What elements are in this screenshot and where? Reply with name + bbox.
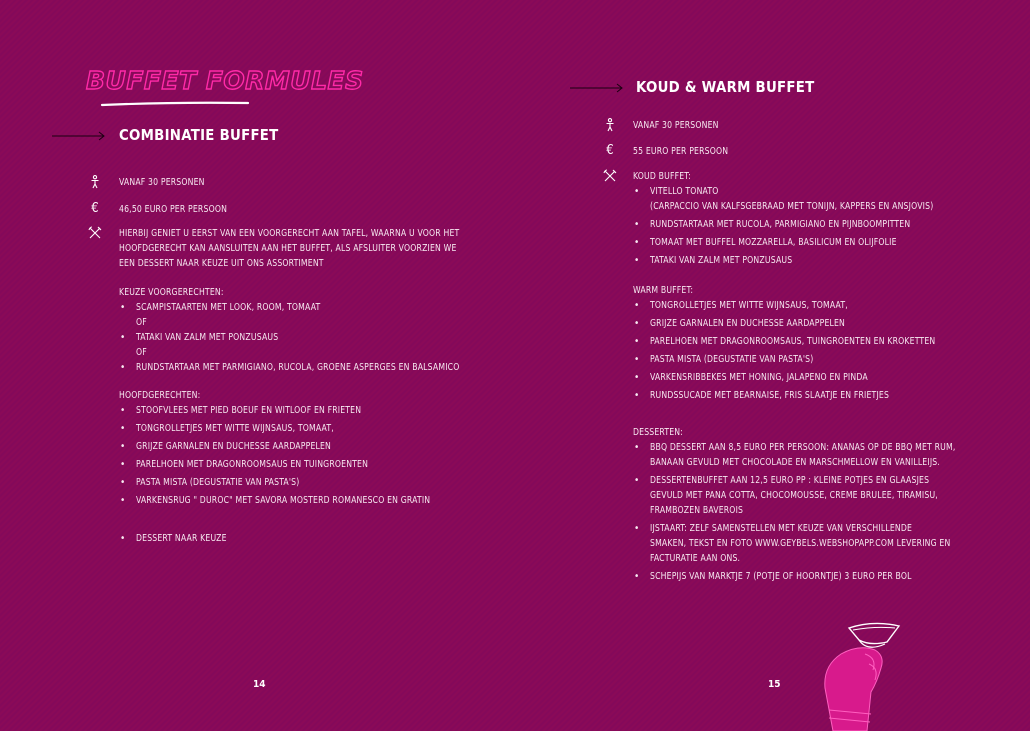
warm-buffet-list	[633, 298, 982, 403]
cold-buffet-label: KOUD BUFFET:	[633, 171, 691, 182]
persons-text: VANAF 30 PERSONEN	[119, 177, 205, 188]
list-item: • PASTA MISTA (DEGUSTATIE VAN PASTA'S)	[634, 354, 814, 365]
person-icon	[88, 175, 102, 189]
title-underline	[100, 100, 250, 108]
list-item: • SCHEPIJS VAN MARKTJE 7 (POTJE OF HOORNTJE) 3 EURO PER BOL	[634, 571, 912, 582]
persons-row	[603, 118, 733, 133]
arrow-icon	[52, 131, 106, 141]
cold-buffet-list	[633, 184, 980, 268]
cold-buffet-block	[633, 169, 980, 268]
list-item: • VARKENSRUG " DUROC" MET SAVORA MOSTERD ROMANESCO EN GRATIN	[120, 495, 431, 506]
mains-block	[119, 388, 478, 508]
right-page	[515, 0, 1030, 731]
persons-text: VANAF 30 PERSONEN	[633, 120, 719, 131]
list-item: • PARELHOEN MET DRAGONROOMSAUS EN TUINGROENTEN	[120, 459, 369, 470]
starters-label: KEUZE VOORGERECHTEN:	[119, 287, 224, 298]
warm-buffet-label: WARM BUFFET:	[633, 285, 694, 296]
price-text: 46,50 EURO PER PERSOON	[119, 204, 228, 215]
persons-row	[88, 175, 219, 190]
page-number: 14	[253, 679, 266, 690]
price-row	[603, 144, 744, 159]
fork-knife-icon	[603, 169, 617, 183]
fork-knife-icon	[88, 226, 102, 240]
starters-block	[119, 285, 512, 375]
price-text: 55 EURO PER PERSOON	[633, 146, 729, 157]
euro-icon: €	[606, 143, 614, 158]
warm-buffet-block	[633, 283, 982, 403]
list-item: • GRIJZE GARNALEN EN DUCHESSE AARDAPPELEN	[634, 318, 846, 329]
price-row	[88, 202, 245, 217]
list-item: • TOMAAT MET BUFFEL MOZZARELLA, BASILICUM EN OLIJFOLIE	[634, 237, 897, 248]
list-item: • TONGROLLETJES MET WITTE WIJNSAUS, TOMAAT,	[634, 300, 848, 311]
person-icon	[603, 118, 617, 132]
list-item: • DESSERT NAAR KEUZE	[120, 533, 227, 544]
list-item: • TATAKI VAN ZALM MET PONZUSAUS	[634, 255, 793, 266]
starters-list	[119, 300, 512, 375]
mains-label: HOOFDGERECHTEN:	[119, 390, 201, 401]
dessert-block	[119, 531, 241, 546]
list-item: • STOOFVLEES MET PIED BOEUF EN WITLOOF EN FRIETEN	[120, 405, 362, 416]
arrow-icon	[570, 83, 624, 93]
list-item: • BBQ DESSERT AAN 8,5 EURO PER PERSOON: ANANAS OP DE BBQ MET RUM, BANAAN GEVULD MET CHOCOLADE EN MARSCHMELLOW EN VANILLEIJS.	[634, 442, 956, 468]
list-item: • TATAKI VAN ZALM MET PONZUSAUS	[120, 332, 279, 343]
list-item: • VITELLO TONATO (CARPACCIO VAN KALFSGEBRAAD MET TONIJN, KAPPERS EN ANSJOVIS)	[634, 186, 934, 212]
mains-list	[119, 403, 478, 508]
list-item: • VARKENSRIBBEKES MET HONING, JALAPENO EN PINDA	[634, 372, 868, 383]
intro-text: HIERBIJ GENIET U EERST VAN EEN VOORGERECHT AAN TAFEL, WAARNA U VOOR HET HOOFDGERECHT KAN AANSLUITEN AAN HET BUFFET, ALS AFSLUITER VOORZIEN WE EEN DESSERT NAAR KEUZE UIT ONS ASSORTIMENT	[119, 228, 460, 269]
list-item-separator: OF	[136, 317, 147, 328]
euro-icon: €	[91, 201, 99, 216]
menu-row	[603, 169, 617, 183]
hand-holding-cup-illustration	[815, 618, 915, 731]
list-item: • RUNDSTARTAAR MET PARMIGIANO, RUCOLA, GROENE ASPERGES EN BALSAMICO	[120, 362, 460, 373]
section-heading-koud-warm: KOUD & WARM BUFFET	[636, 78, 815, 96]
list-item: • RUNDSSUCADE MET BEARNAISE, FRIS SLAATJE EN FRIETJES	[634, 390, 890, 401]
desserts-block	[633, 425, 1005, 584]
page-number: 15	[768, 679, 781, 690]
section-heading-combinatie: COMBINATIE BUFFET	[119, 126, 279, 144]
list-item: • TONGROLLETJES MET WITTE WIJNSAUS, TOMAAT,	[120, 423, 334, 434]
list-item: • RUNDSTARTAAR MET RUCOLA, PARMIGIANO EN PIJNBOOMPITTEN	[634, 219, 911, 230]
menu-row	[88, 226, 102, 240]
list-item: • IJSTAART: ZELF SAMENSTELLEN MET KEUZE VAN VERSCHILLENDE SMAKEN, TEKST EN FOTO WWW.GEYBELS.WEBSHOPAPP.COM LEVERING EN FACTURATIE AAN ONS.	[634, 523, 951, 564]
list-item: • SCAMPISTAARTEN MET LOOK, ROOM, TOMAAT	[120, 302, 321, 313]
page-title: BUFFET FORMULES	[86, 66, 364, 95]
list-item: • DESSERTENBUFFET AAN 12,5 EURO PP : KLEINE POTJES EN GLAASJES GEVULD MET PANA COTTA, CHOCOMOUSSE, CREME BRULEE, TIRAMISU, FRAMBOZEN BAVEROIS	[634, 475, 938, 516]
list-item: • PASTA MISTA (DEGUSTATIE VAN PASTA'S)	[120, 477, 300, 488]
list-item: • PARELHOEN MET DRAGONROOMSAUS, TUINGROENTEN EN KROKETTEN	[634, 336, 936, 347]
list-item: • GRIJZE GARNALEN EN DUCHESSE AARDAPPELEN	[120, 441, 332, 452]
desserts-label: DESSERTEN:	[633, 427, 684, 438]
desserts-list	[633, 440, 1005, 584]
list-item-separator: OF	[136, 347, 147, 358]
